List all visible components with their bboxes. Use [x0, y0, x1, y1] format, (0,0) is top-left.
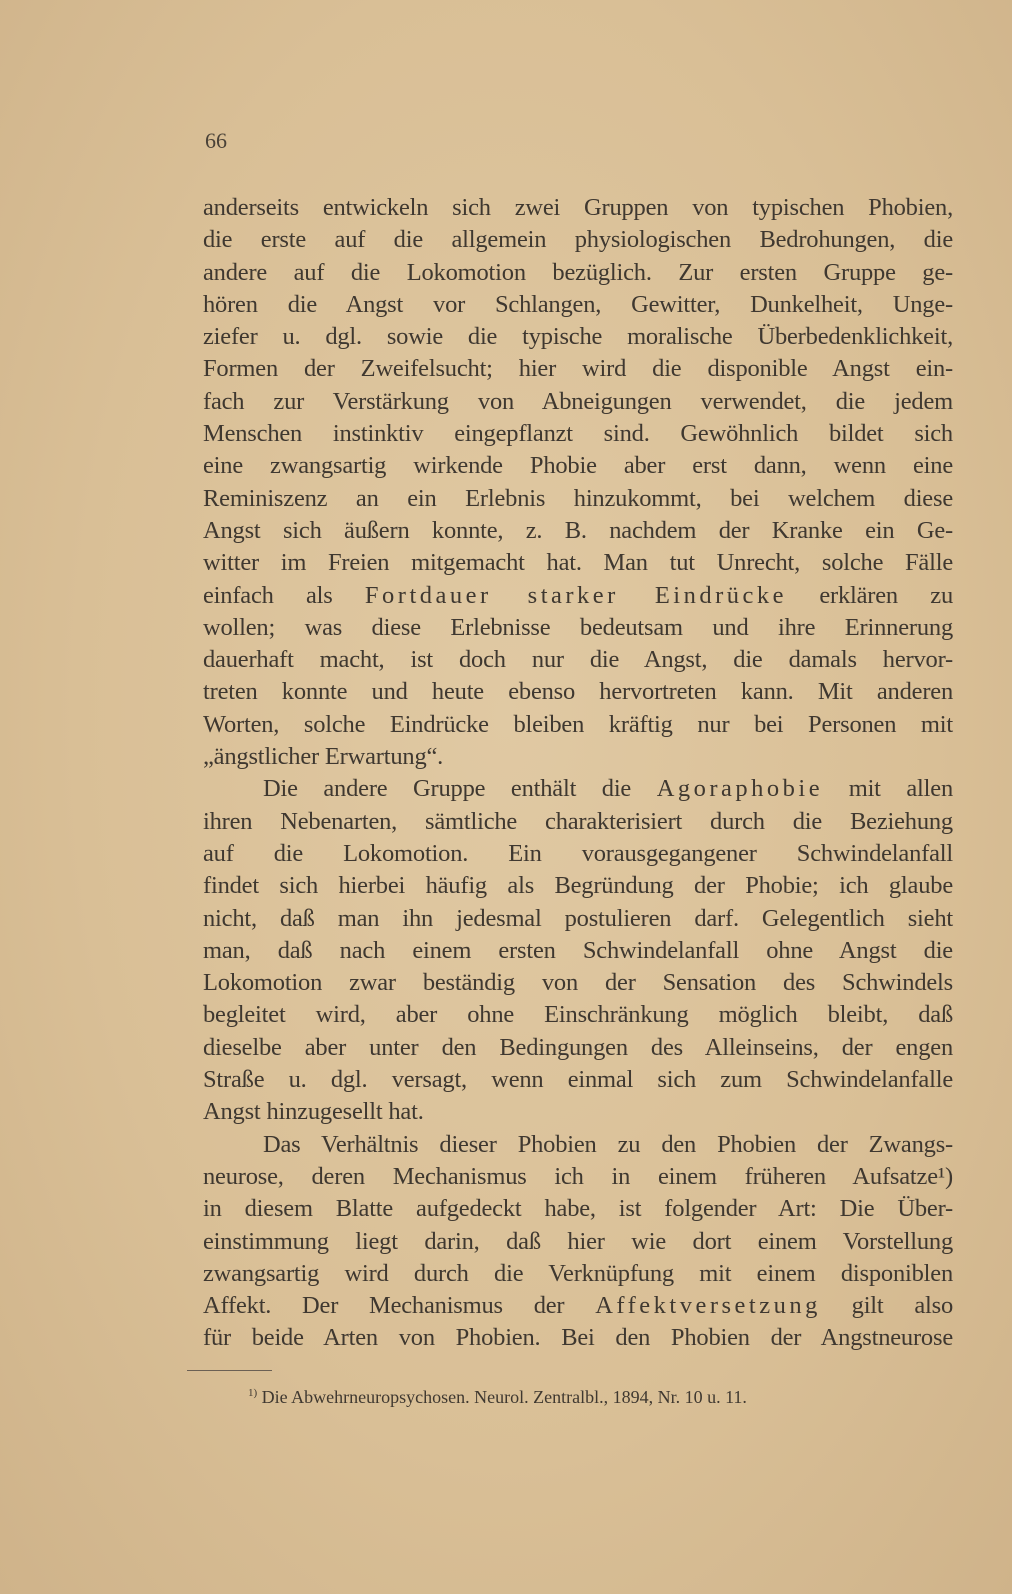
footnote-marker: 1) [248, 1387, 258, 1399]
text-line: einstimmung liegt darin, daß hier wie dort einem Vorstellung [203, 1227, 953, 1255]
text-line: Lokomotion zwar beständig von der Sensation des Schwindels [203, 969, 953, 997]
text-segment: einfach als [203, 581, 365, 609]
text-line: Reminiszenz an ein Erlebnis hinzukommt, bei welchem diese [203, 484, 953, 512]
text-line: andere auf die Lokomotion bezüglich. Zur ersten Gruppe ge- [203, 258, 953, 286]
text-line: eine zwangsartig wirkende Phobie aber erst dann, wenn eine [203, 452, 953, 480]
text-line: Worten, solche Eindrücke bleiben kräftig nur bei Personen mit [203, 710, 953, 738]
text-line: auf die Lokomotion. Ein vorausgegangener Schwindelanfall [203, 839, 953, 867]
text-line: findet sich hierbei häufig als Begründung der Phobie; ich glaube [203, 872, 953, 900]
text-segment: mit allen [823, 775, 953, 803]
text-line [203, 773, 953, 805]
text-line: „ängstlicher Erwartung“. [203, 743, 444, 771]
text-line: Das Verhältnis dieser Phobien zu den Phobien der Zwangs- [263, 1130, 953, 1158]
text-line: Straße u. dgl. versagt, wenn einmal sich zum Schwindelanfalle [203, 1066, 953, 1094]
text-line: dieselbe aber unter den Bedingungen des Alleinseins, der engen [203, 1033, 953, 1061]
text-line: wollen; was diese Erlebnisse bedeutsam und ihre Erinnerung [203, 613, 953, 641]
text-line: ziefer u. dgl. sowie die typische moralische Überbedenklichkeit, [203, 323, 953, 351]
emphasized-text: Fortdauer starker Eindrücke [364, 581, 788, 609]
text-line [203, 1290, 953, 1322]
footnote-divider [187, 1370, 272, 1371]
body-text [203, 192, 953, 1355]
text-line: hören die Angst vor Schlangen, Gewitter, Dunkelheit, Unge- [203, 290, 953, 318]
text-line: Angst sich äußern konnte, z. B. nachdem der Kranke ein Ge- [203, 516, 953, 544]
text-line: nicht, daß man ihn jedesmal postulieren darf. Gelegentlich sieht [203, 904, 953, 932]
text-line: Menschen instinktiv eingepflanzt sind. Gewöhnlich bildet sich [203, 420, 953, 448]
text-line: begleitet wird, aber ohne Einschränkung möglich bleibt, daß [203, 1001, 953, 1029]
text-line: ihren Nebenarten, sämtliche charakterisiert durch die Beziehung [203, 807, 953, 835]
text-line [203, 580, 953, 612]
emphasized-text: Agoraphobie [656, 775, 824, 803]
text-segment: Affekt. Der Mechanismus der [203, 1292, 596, 1320]
text-line: zwangsartig wird durch die Verknüpfung mit einem disponiblen [203, 1259, 953, 1287]
text-segment: Die andere Gruppe enthält die [263, 775, 657, 803]
text-segment: gilt also [820, 1292, 954, 1320]
text-line: die erste auf die allgemein physiologischen Bedrohungen, die [203, 226, 953, 254]
text-line: Formen der Zweifelsucht; hier wird die disponible Angst ein- [203, 355, 953, 383]
footnote [248, 1387, 747, 1408]
footnote-text: Die Abwehrneuropsychosen. Neurol. Zentralbl., 1894, Nr. 10 u. 11. [261, 1387, 747, 1407]
emphasized-text: Affektversetzung [595, 1292, 821, 1320]
text-line: treten konnte und heute ebenso hervortreten kann. Mit anderen [203, 678, 953, 706]
text-line: fach zur Verstärkung von Abneigungen verwendet, die jedem [203, 387, 953, 415]
text-line: für beide Arten von Phobien. Bei den Phobien der Angstneurose [203, 1324, 953, 1352]
text-segment: erklären zu [787, 581, 953, 609]
text-line: Angst hinzugesellt hat. [203, 1098, 424, 1126]
text-line: in diesem Blatte aufgedeckt habe, ist folgender Art: Die Über- [203, 1195, 953, 1223]
text-line: witter im Freien mitgemacht hat. Man tut Unrecht, solche Fälle [203, 549, 953, 577]
page-number: 66 [205, 128, 227, 153]
text-line: anderseits entwickeln sich zwei Gruppen von typischen Phobien, [203, 194, 953, 221]
text-line: man, daß nach einem ersten Schwindelanfall ohne Angst die [203, 936, 953, 964]
text-line: neurose, deren Mechanismus ich in einem früheren Aufsatze¹) [203, 1162, 953, 1190]
text-line: dauerhaft macht, ist doch nur die Angst, die damals hervor- [203, 646, 953, 674]
